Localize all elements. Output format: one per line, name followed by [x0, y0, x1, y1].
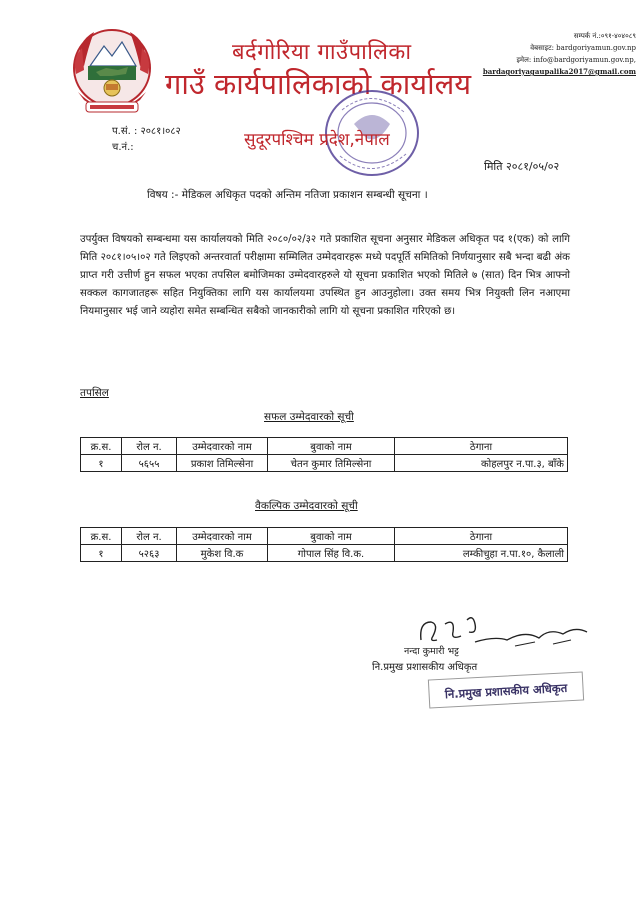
contact-email: इमेल: info@bardgoriyamun.gov.np,: [516, 56, 636, 64]
cell-serial: १: [81, 545, 122, 562]
col-roll: रोल न.: [122, 438, 177, 455]
contact-email-2: bardagoriyagaupalika2017@gmail.com: [482, 67, 636, 76]
cell-father: गोपाल सिंह वि.क.: [268, 545, 395, 562]
table-row: [81, 545, 568, 562]
successful-candidates-title: सफल उम्मेदवारको सूची: [264, 411, 354, 423]
signatory-designation: नि.प्रमुख प्रशासकीय अधिकृत: [372, 662, 478, 673]
successful-candidates-table: [80, 437, 568, 472]
table-header-row: [81, 528, 568, 545]
col-father: बुवाको नाम: [268, 438, 395, 455]
cell-address: लम्कीचुहा न.पा.१०, कैलाली: [395, 545, 568, 562]
cell-roll: ५२६३: [122, 545, 177, 562]
province-name: सुदूरपश्चिम प्रदेश,नेपाल: [244, 130, 390, 150]
col-candidate: उम्मेदवारको नाम: [177, 528, 268, 545]
cell-father: चेतन कुमार तिमिल्सेना: [268, 455, 395, 472]
alternate-candidates-table: [80, 527, 568, 562]
dispatch-number: च.नं.:: [112, 142, 134, 153]
subject-line: विषय :- मेडिकल अधिकृत पदको अन्तिम नतिजा प्रकाशन सम्बन्धी सूचना ।: [147, 189, 428, 201]
col-father: बुवाको नाम: [268, 528, 395, 545]
designation-stamp-text: नि.प्रमुख प्रशासकीय अधिकृत: [444, 680, 568, 702]
alternate-candidates-title: वैकल्पिक उम्मेदवारको सूची: [255, 500, 358, 512]
col-address: ठेगाना: [395, 438, 568, 455]
contact-website: वेबसाइट: bardgoriyamun.gov.np: [530, 44, 636, 52]
col-serial: क्र.स.: [81, 438, 122, 455]
nepal-emblem-logo: [66, 22, 158, 122]
municipality-name: बर्दगोरिया गाउँपालिका: [232, 40, 412, 65]
contact-block: [454, 30, 636, 78]
reference-number: प.सं. : २०८१।०८२: [112, 126, 181, 137]
notice-body: उपर्युक्त विषयको सम्बन्धमा यस कार्यालयको मिति २०८०/०२/३२ गते प्रकाशित सूचना अनुसार मेडिकल अधिकृत पद १(एक) को लागि मिति २०८१।०५।०२ गते लिइएको अन्तरवार्ता परीक्षामा सम्मिलित उम्मेदवारहरू मध्ये पदपूर्ति समितिको निर्णयानुसार सबै भन्दा बढी अंक प्राप्त गरी उत्तीर्ण हुन सफल भएका तपसिल बमोजिमका उम्मेदवारहरुले यो सूचना प्रकाशित भएको मितिले ७ (सात) दिन भित्र आफ्नो सक्कल कागजातहरू सहित नियुक्तिका लागि यस कार्यालयमा उपस्थित हुन आउनुहोला। उक्त समय भित्र नियुक्ती लिन नआएमा नियमानुसार भई जाने व्यहोरा समेत सम्बन्धित सबैको जानकारीको लागि यो सूचना प्रकाशित गरिएको छ।: [80, 234, 570, 317]
office-name: गाउँ कार्यपालिकाको कार्यालय: [165, 67, 472, 101]
details-label: तपसिल: [80, 387, 109, 399]
contact-phone: सम्पर्क नं.:०९१-४०४०८९: [573, 32, 636, 40]
col-candidate: उम्मेदवारको नाम: [177, 438, 268, 455]
col-address: ठेगाना: [395, 528, 568, 545]
cell-candidate: प्रकाश तिमिल्सेना: [177, 455, 268, 472]
signatory-name: नन्दा कुमारी भट्ट: [404, 646, 459, 657]
designation-stamp: [427, 671, 584, 709]
letter-date: मिति २०८१/०५/०२: [484, 160, 560, 173]
table-row: [81, 455, 568, 472]
cell-roll: ५६५५: [122, 455, 177, 472]
cell-candidate: मुकेश वि.क: [177, 545, 268, 562]
cell-address: कोहलपुर न.पा.३, बाँके: [395, 455, 568, 472]
col-serial: क्र.स.: [81, 528, 122, 545]
table-header-row: [81, 438, 568, 455]
cell-serial: १: [81, 455, 122, 472]
col-roll: रोल न.: [122, 528, 177, 545]
